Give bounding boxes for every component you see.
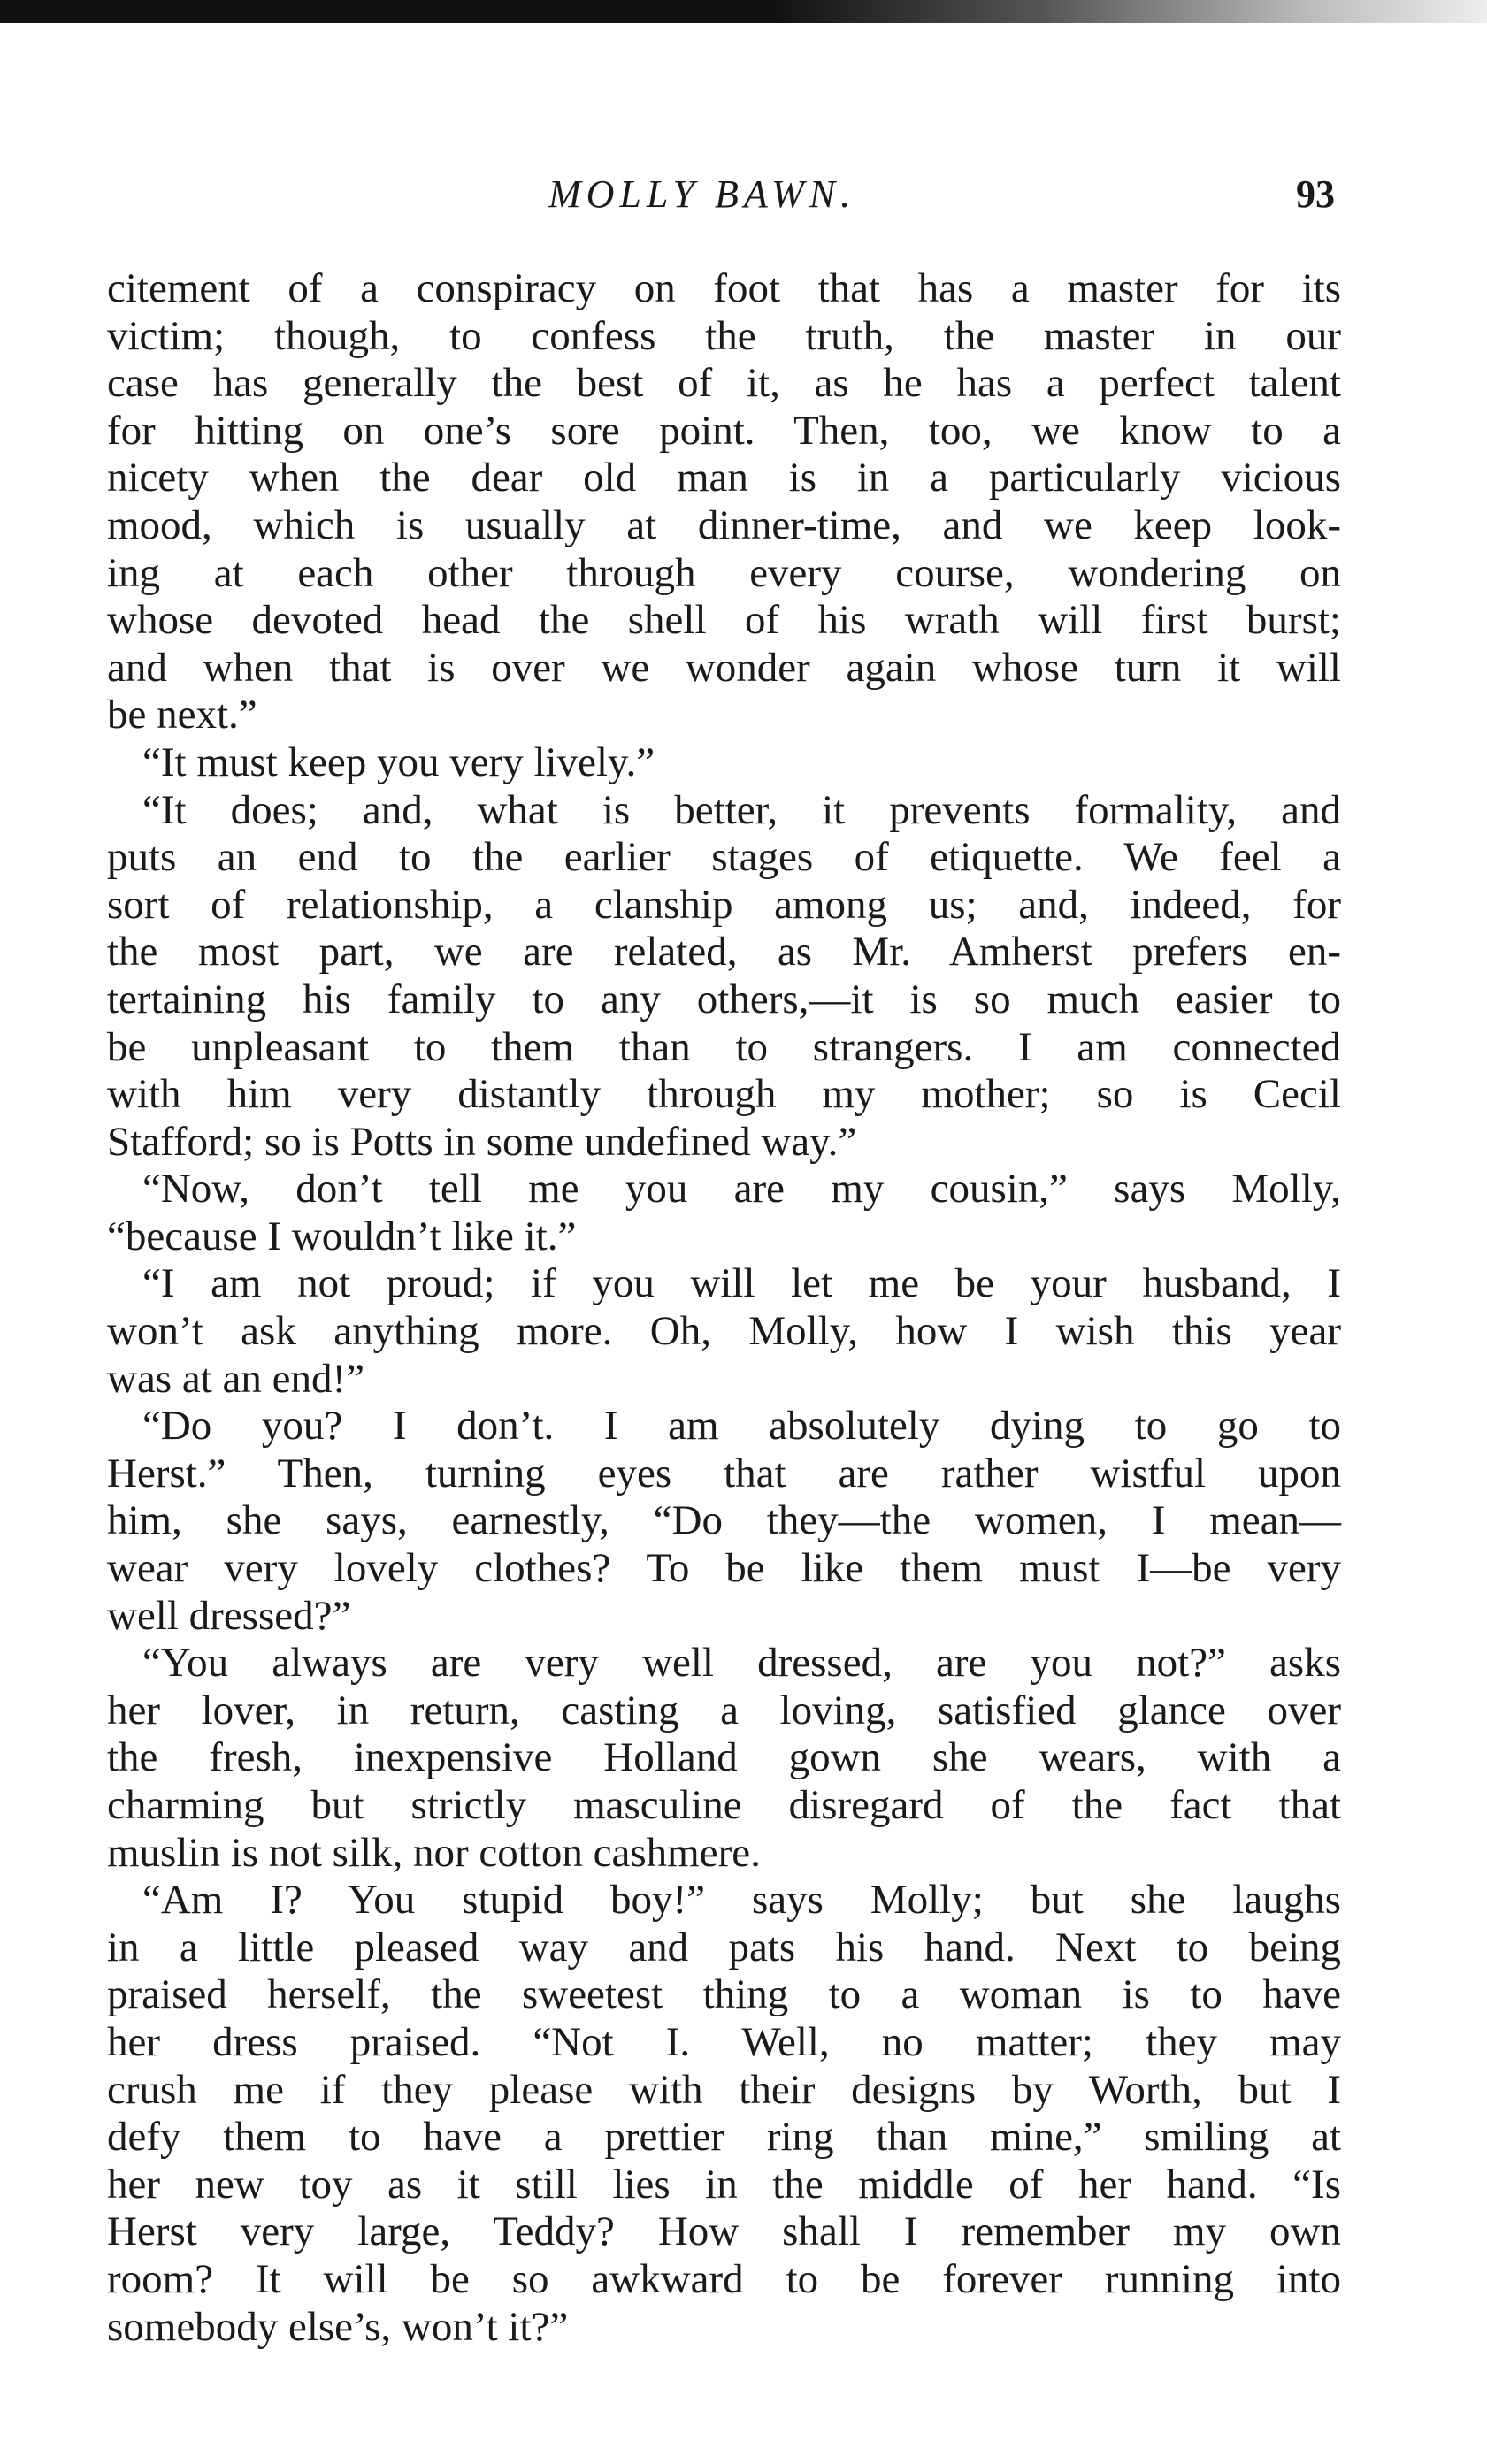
text-line: puts an end to the earlier stages of etiquette. We feel a xyxy=(107,834,1341,881)
text-line: the fresh, inexpensive Holland gown she wears, with a xyxy=(107,1734,1341,1781)
page-number: 93 xyxy=(1296,172,1335,216)
text-line: the most part, we are related, as Mr. Amherst prefers en- xyxy=(107,929,1341,976)
text-line: won’t ask anything more. Oh, Molly, how I wish this year xyxy=(107,1308,1341,1355)
text-line: her lover, in return, casting a loving, satisfied glance over xyxy=(107,1687,1341,1733)
text-line: “It must keep you very lively.” xyxy=(142,738,655,785)
text-line: ing at each other through every course, wondering on xyxy=(107,549,1341,596)
text-line: “Do you? I don’t. I am absolutely dying to go to xyxy=(142,1403,1341,1450)
text-line: for hitting on one’s sore point. Then, too, we know to a xyxy=(107,407,1341,454)
text-line: whose devoted head the shell of his wrath will first burst; xyxy=(107,597,1341,644)
text-line: nicety when the dear old man is in a particularly vicious xyxy=(107,455,1341,501)
text-line: charming but strictly masculine disregard of the fact that xyxy=(107,1782,1341,1828)
text-line: case has generally the best of it, as he has a perfect talent xyxy=(107,360,1341,407)
text-line: somebody else’s, won’t it?” xyxy=(107,2303,569,2350)
text-line: praised herself, the sweetest thing to a woman is to have xyxy=(107,1971,1341,2018)
text-line: well dressed?” xyxy=(107,1592,351,1639)
top-border-rule xyxy=(0,0,1487,23)
text-line: crush me if they please with their designs by Worth, but I xyxy=(107,2066,1341,2113)
text-line: “You always are very well dressed, are you not?” asks xyxy=(142,1640,1341,1687)
body-text xyxy=(107,265,1341,2351)
text-line: was at an end!” xyxy=(107,1355,364,1402)
text-line: be unpleasant to them than to strangers. I am connected xyxy=(107,1023,1341,1070)
text-line: “It does; and, what is better, it prevents formality, and xyxy=(142,786,1341,833)
text-line: Herst very large, Teddy? How shall I remember my own xyxy=(107,2208,1341,2255)
text-line: Stafford; so is Potts in some undefined way.” xyxy=(107,1118,857,1165)
page-header xyxy=(0,168,1487,221)
text-line: her dress praised. “Not I. Well, no matter; they may xyxy=(107,2018,1341,2065)
text-line: and when that is over we wonder again whose turn it will xyxy=(107,644,1341,691)
text-line: citement of a conspiracy on foot that has a master for its xyxy=(107,265,1341,311)
text-line: sort of relationship, a clanship among us; and, indeed, for xyxy=(107,881,1341,928)
text-line: victim; though, to confess the truth, the master in our xyxy=(107,312,1341,359)
text-line: muslin is not silk, nor cotton cashmere. xyxy=(107,1829,761,1876)
running-title: MOLLY BAWN. xyxy=(548,172,856,216)
text-line: wear very lovely clothes? To be like them must I—be very xyxy=(107,1545,1341,1592)
text-line: her new toy as it still lies in the middle of her hand. “Is xyxy=(107,2161,1341,2208)
text-line: “Am I? You stupid boy!” says Molly; but she laughs xyxy=(142,1877,1341,1924)
text-line: “Now, don’t tell me you are my cousin,” says Molly, xyxy=(142,1166,1341,1213)
text-line: him, she says, earnestly, “Do they—the women, I mean— xyxy=(107,1497,1341,1544)
text-line: in a little pleased way and pats his hand. Next to being xyxy=(107,1924,1341,1970)
text-line: Herst.” Then, turning eyes that are rather wistful upon xyxy=(107,1450,1341,1496)
text-line: room? It will be so awkward to be forever running into xyxy=(107,2255,1341,2302)
text-line: mood, which is usually at dinner-time, and we keep look- xyxy=(107,501,1341,548)
text-line: defy them to have a prettier ring than mine,” smiling at xyxy=(107,2114,1341,2161)
text-line: tertaining his family to any others,—it is so much easier to xyxy=(107,976,1341,1022)
text-line: be next.” xyxy=(107,692,257,738)
text-line: “I am not proud; if you will let me be your husband, I xyxy=(142,1260,1341,1307)
text-line: with him very distantly through my mother; so is Cecil xyxy=(107,1071,1341,1118)
text-line: “because I wouldn’t like it.” xyxy=(107,1213,577,1259)
